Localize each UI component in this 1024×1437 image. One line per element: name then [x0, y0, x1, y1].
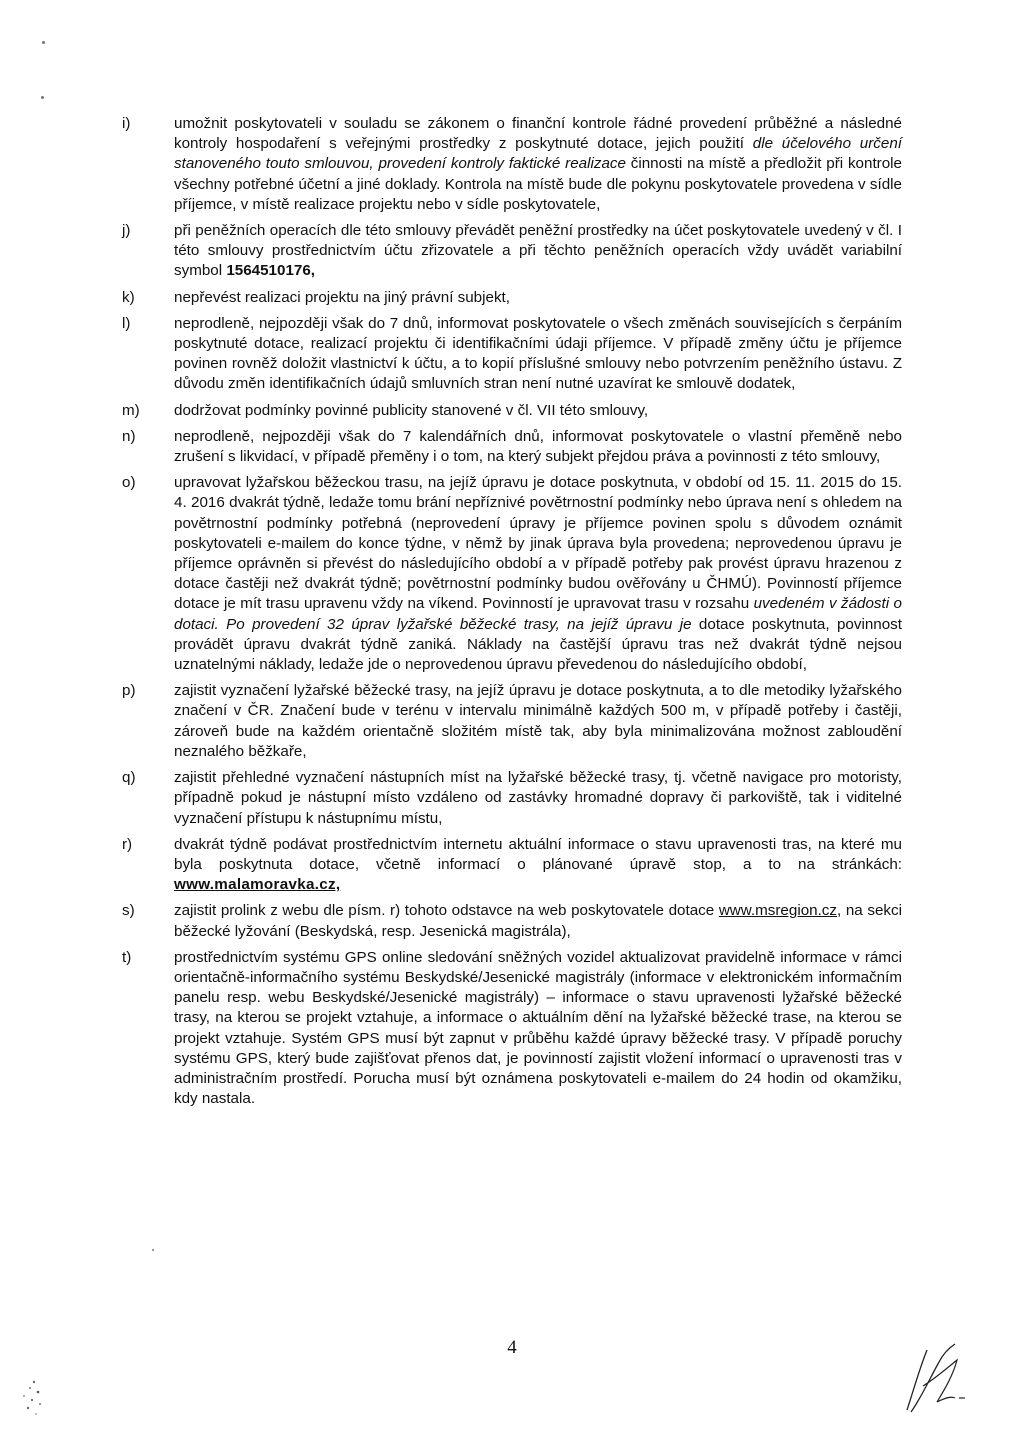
item-text	[174, 401, 902, 421]
obligations-list	[122, 114, 902, 1115]
text-segment: nepřevést realizaci projektu na jiný právní subjekt,	[174, 288, 510, 306]
text-segment: dvakrát týdně podávat prostřednictvím internetu aktuální informace o stavu upravenosti tras, na které mu byla poskytnuta dotace, včetně informací o plánované úpravě stop, a to na stránkách:	[174, 835, 902, 873]
page-number: 4	[507, 1337, 517, 1358]
web-link[interactable]: www.malamoravka.cz,	[174, 876, 341, 894]
item-text	[174, 681, 902, 762]
text-segment: prostřednictvím systému GPS online sledování sněžných vozidel aktualizovat pravidelně informace v rámci orientačně-informačního systému Beskydské/Jesenické magistrály (informace v elektronickém informačním panelu resp. webu Beskydské/Jesenické magistrály) – informace o stavu upravenosti lyžařské běžecké trasy, na kterou se projekt vztahuje, a informace o aktuálním dění na lyžařské běžecké trase, na kterou se projekt vztahuje. Systém GPS musí být zapnut v průběhu každé úpravy běžecké trasy. V případě poruchy systému GPS, který bude zajišťovat přenos dat, je povinností zajistit vložení informací o upravenosti tras v administračním prostředí. Porucha musí být oznámena poskytovateli e-mailem do 24 hodin od okamžiku, kdy nastala.	[174, 948, 902, 1108]
list-item	[122, 681, 902, 762]
text-segment: uvedeném v žádosti o dotaci. Po provedení 32 úprav lyžařské běžecké trasy, na jejíž úpravu je	[174, 595, 902, 633]
text-segment: při peněžních operacích dle této smlouvy převádět peněžní prostředky na účet poskytovatele uvedený v čl. I této smlouvy prostřednictvím účtu zřizovatele a při těchto peněžních operacích vždy uvádět variabilní symbol	[174, 222, 902, 280]
item-text	[174, 835, 902, 896]
item-letter: m)	[122, 401, 140, 419]
list-item	[122, 473, 902, 675]
item-text	[174, 288, 902, 308]
item-text	[174, 427, 902, 467]
list-item	[122, 768, 902, 829]
text-segment: dle účelového určení stanoveného touto smlouvou, provedení kontroly faktické realizace	[174, 135, 902, 173]
handwritten-signature	[893, 1340, 973, 1420]
item-letter: r)	[122, 835, 133, 853]
list-item	[122, 427, 902, 467]
variable-symbol: 1564510176,	[226, 262, 316, 280]
item-letter: j)	[122, 222, 131, 240]
item-letter: t)	[122, 948, 132, 966]
item-letter: q)	[122, 769, 136, 787]
item-letter: o)	[122, 474, 136, 492]
item-letter: k)	[122, 288, 135, 306]
item-letter: l)	[122, 314, 131, 332]
item-text	[174, 901, 902, 941]
list-item	[122, 401, 902, 421]
text-segment: neprodleně, nejpozději však do 7 kalendářních dnů, informovat poskytovatele o vlastní přeměně nebo zrušení s likvidací, v případě přeměny i o tom, na který subjekt přejdou práva a povinnosti z této smlouvy,	[174, 427, 902, 466]
item-letter: s)	[122, 902, 135, 920]
list-item	[122, 835, 902, 896]
text-segment: dotace poskytnuta, povinnost provádět úpravu dvakrát týdně zaniká. Náklady na častější úpravu tras než dvakrát týdně nejsou uznatelnými náklady, ledaže jde o neprovedenou úpravu převedenou do následujícího období,	[174, 615, 902, 674]
item-text	[174, 114, 902, 215]
text-segment: zajistit prolink z webu dle písm. r) tohoto odstavce na web poskytovatele dotace	[174, 902, 719, 920]
item-letter: i)	[122, 115, 131, 132]
text-segment: činnosti na místě a předložit při kontrole všechny potřebné účetní a jiné doklady. Kontrola na místě bude dle pokynu poskytovatele provedena v sídle příjemce, v místě realizace projektu nebo v sídle poskytovatele,	[174, 155, 902, 213]
text-segment: upravovat lyžařskou běžeckou trasu, na jejíž úpravu je dotace poskytnuta, v období od 15. 11. 2015 do 15. 4. 2016 dvakrát týdně, ledaže tomu brání nepříznivé povětrnostní podmínky nebo úprava není s ohledem na povětrnostní podmínky potřebná (neprovedení úpravy je příjemce povinen spolu s důvodem oznámit poskytovateli e-mailem do konce týdne, v němž by jinak úprava byla provedena; neprovedenou úpravu je příjemce oprávněn si převést do následujícího období a v případě potřeby pak provést úpravu hrazenou z dotace častěji než dvakrát týdně; povětrnostní podmínky budou ověřovány u ČHMÚ). Povinností příjemce dotace je mít trasu upravenu vždy na víkend. Povinností je upravovat trasu v rozsahu	[174, 474, 902, 613]
text-segment: dodržovat podmínky povinné publicity stanovené v čl. VII této smlouvy,	[174, 401, 649, 419]
ink-speckle	[18, 1378, 54, 1418]
scan-speck	[152, 1249, 154, 1251]
list-item	[122, 288, 902, 308]
scan-speck	[42, 41, 45, 44]
item-text	[174, 221, 902, 282]
item-letter: p)	[122, 682, 136, 700]
scan-speck	[41, 96, 44, 99]
list-item	[122, 948, 902, 1110]
text-segment: neprodleně, nejpozději však do 7 dnů, informovat poskytovatele o všech změnách souvisejících s čerpáním poskytnuté dotace, realizací projektu či identifikačními údaji příjemce. V případě změny účtu je příjemce povinen rovněž doložit vlastnictví k účtu, a to kopií příslušné smlouvy nebo potvrzením peněžního ústavu. Z důvodu změn identifikačních údajů smluvních stran není nutné uzavírat ke smlouvě dodatek,	[174, 314, 902, 393]
item-text	[174, 948, 902, 1110]
item-text	[174, 768, 902, 829]
list-item	[122, 314, 902, 395]
list-item	[122, 221, 902, 282]
item-text	[174, 314, 902, 395]
list-item	[122, 114, 902, 215]
text-segment: zajistit vyznačení lyžařské běžecké trasy, na jejíž úpravu je dotace poskytnuta, a to dle metodiky lyžařského značení v ČR. Značení bude v terénu v intervalu minimálně každých 500 m, v případě potřeby i častěji, zároveň bude na každém orientačně složitém místě tak, aby byla minimalizována možnost zabloudění neznalého běžkaře,	[174, 682, 902, 760]
item-text	[174, 473, 902, 675]
text-segment: umožnit poskytovateli v souladu se zákonem o finanční kontrole řádné provedení průběžné a následné kontroly hospodaření s veřejnými prostředky z poskytnuté dotace, jejich použití	[174, 115, 902, 153]
text-segment: , na sekci běžecké lyžování (Beskydská, resp. Jesenická magistrála),	[174, 902, 902, 940]
list-item	[122, 901, 902, 941]
item-letter: n)	[122, 427, 136, 445]
text-segment: zajistit přehledné vyznačení nástupních míst na lyžařské běžecké trasy, tj. včetně navigace pro motoristy, případně pokud je nástupní místo vzdáleno od zastávky hromadné dopravy či parkoviště, tak i viditelné vyznačení přístupu k nástupnímu místu,	[174, 769, 902, 827]
web-link[interactable]: www.msregion.cz	[718, 902, 837, 920]
